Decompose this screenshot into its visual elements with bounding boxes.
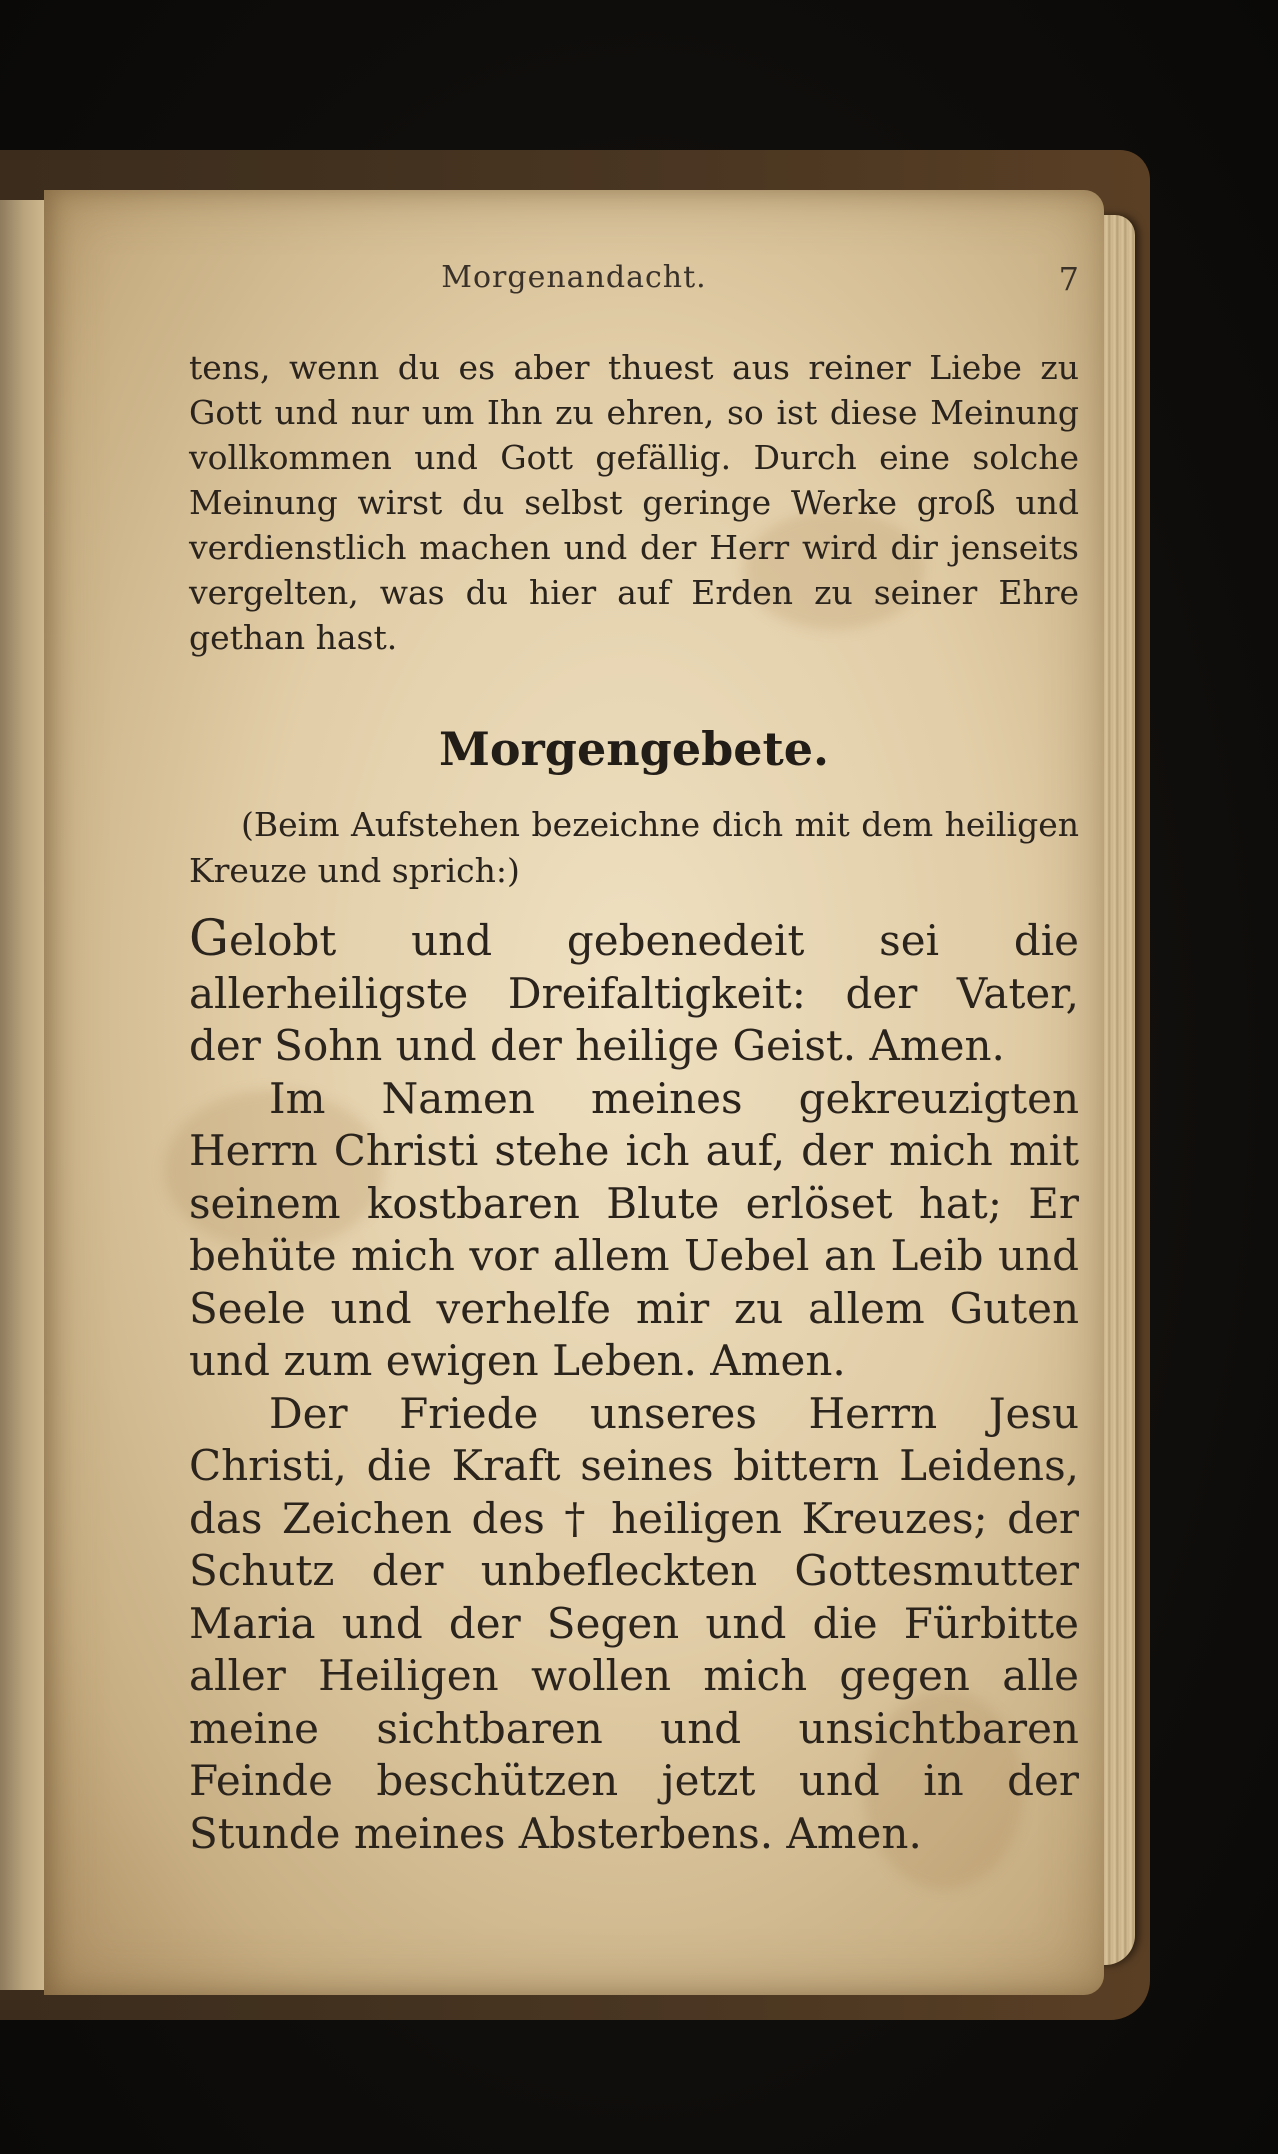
prayer-paragraph: [189, 909, 1079, 1073]
section-heading: Morgengebete.: [438, 722, 830, 776]
book-page: [44, 190, 1104, 1995]
running-head: Morgenandacht.: [441, 260, 707, 295]
page-header: [44, 260, 1104, 310]
prayer-instruction: (Beim Aufstehen bezeichne dich mit dem heiligen Kreuze und sprich:): [189, 805, 1079, 890]
page-number: 7: [1058, 260, 1079, 298]
initial-letter: G: [189, 909, 229, 967]
prayer-body: elobt und gebenedeit sei die allerheiligste Dreifaltigkeit: der Vater, der Sohn und der heilige Geist. Amen.: [189, 916, 1079, 1070]
prayer-text: [189, 909, 1079, 1860]
continuation-paragraph: tens, wenn du es aber thuest aus reiner Liebe zu Gott und nur um Ihn zu ehren, so ist diese Meinung vollkommen und Gott gefällig. Durch eine solche Meinung wirst du selbst geringe Werke groß und verdienstlich machen und der Herr wird dir jenseits vergelten, was du hier auf Erden zu seiner Ehre gethan hast.: [189, 348, 1079, 657]
prayer-paragraph: Der Friede unseres Herrn Jesu Christi, die Kraft seines bittern Leidens, das Zeichen des † heiligen Kreuzes; der Schutz der unbefleckten Gottesmutter Maria und der Segen und die Fürbitte aller Heiligen wollen mich gegen alle meine sichtbaren und unsichtbaren Feinde beschützen jetzt und in der Stunde meines Absterbens. Amen.: [189, 1388, 1079, 1858]
prayer-paragraph: Im Namen meines gekreuzigten Herrn Christi stehe ich auf, der mich mit seinem kostbaren Blute erlöset hat; Er behüte mich vor allem Uebel an Leib und Seele und verhelfe mir zu allem Guten und zum ewigen Leben. Amen.: [189, 1073, 1079, 1385]
left-page-edge: [0, 200, 46, 1990]
